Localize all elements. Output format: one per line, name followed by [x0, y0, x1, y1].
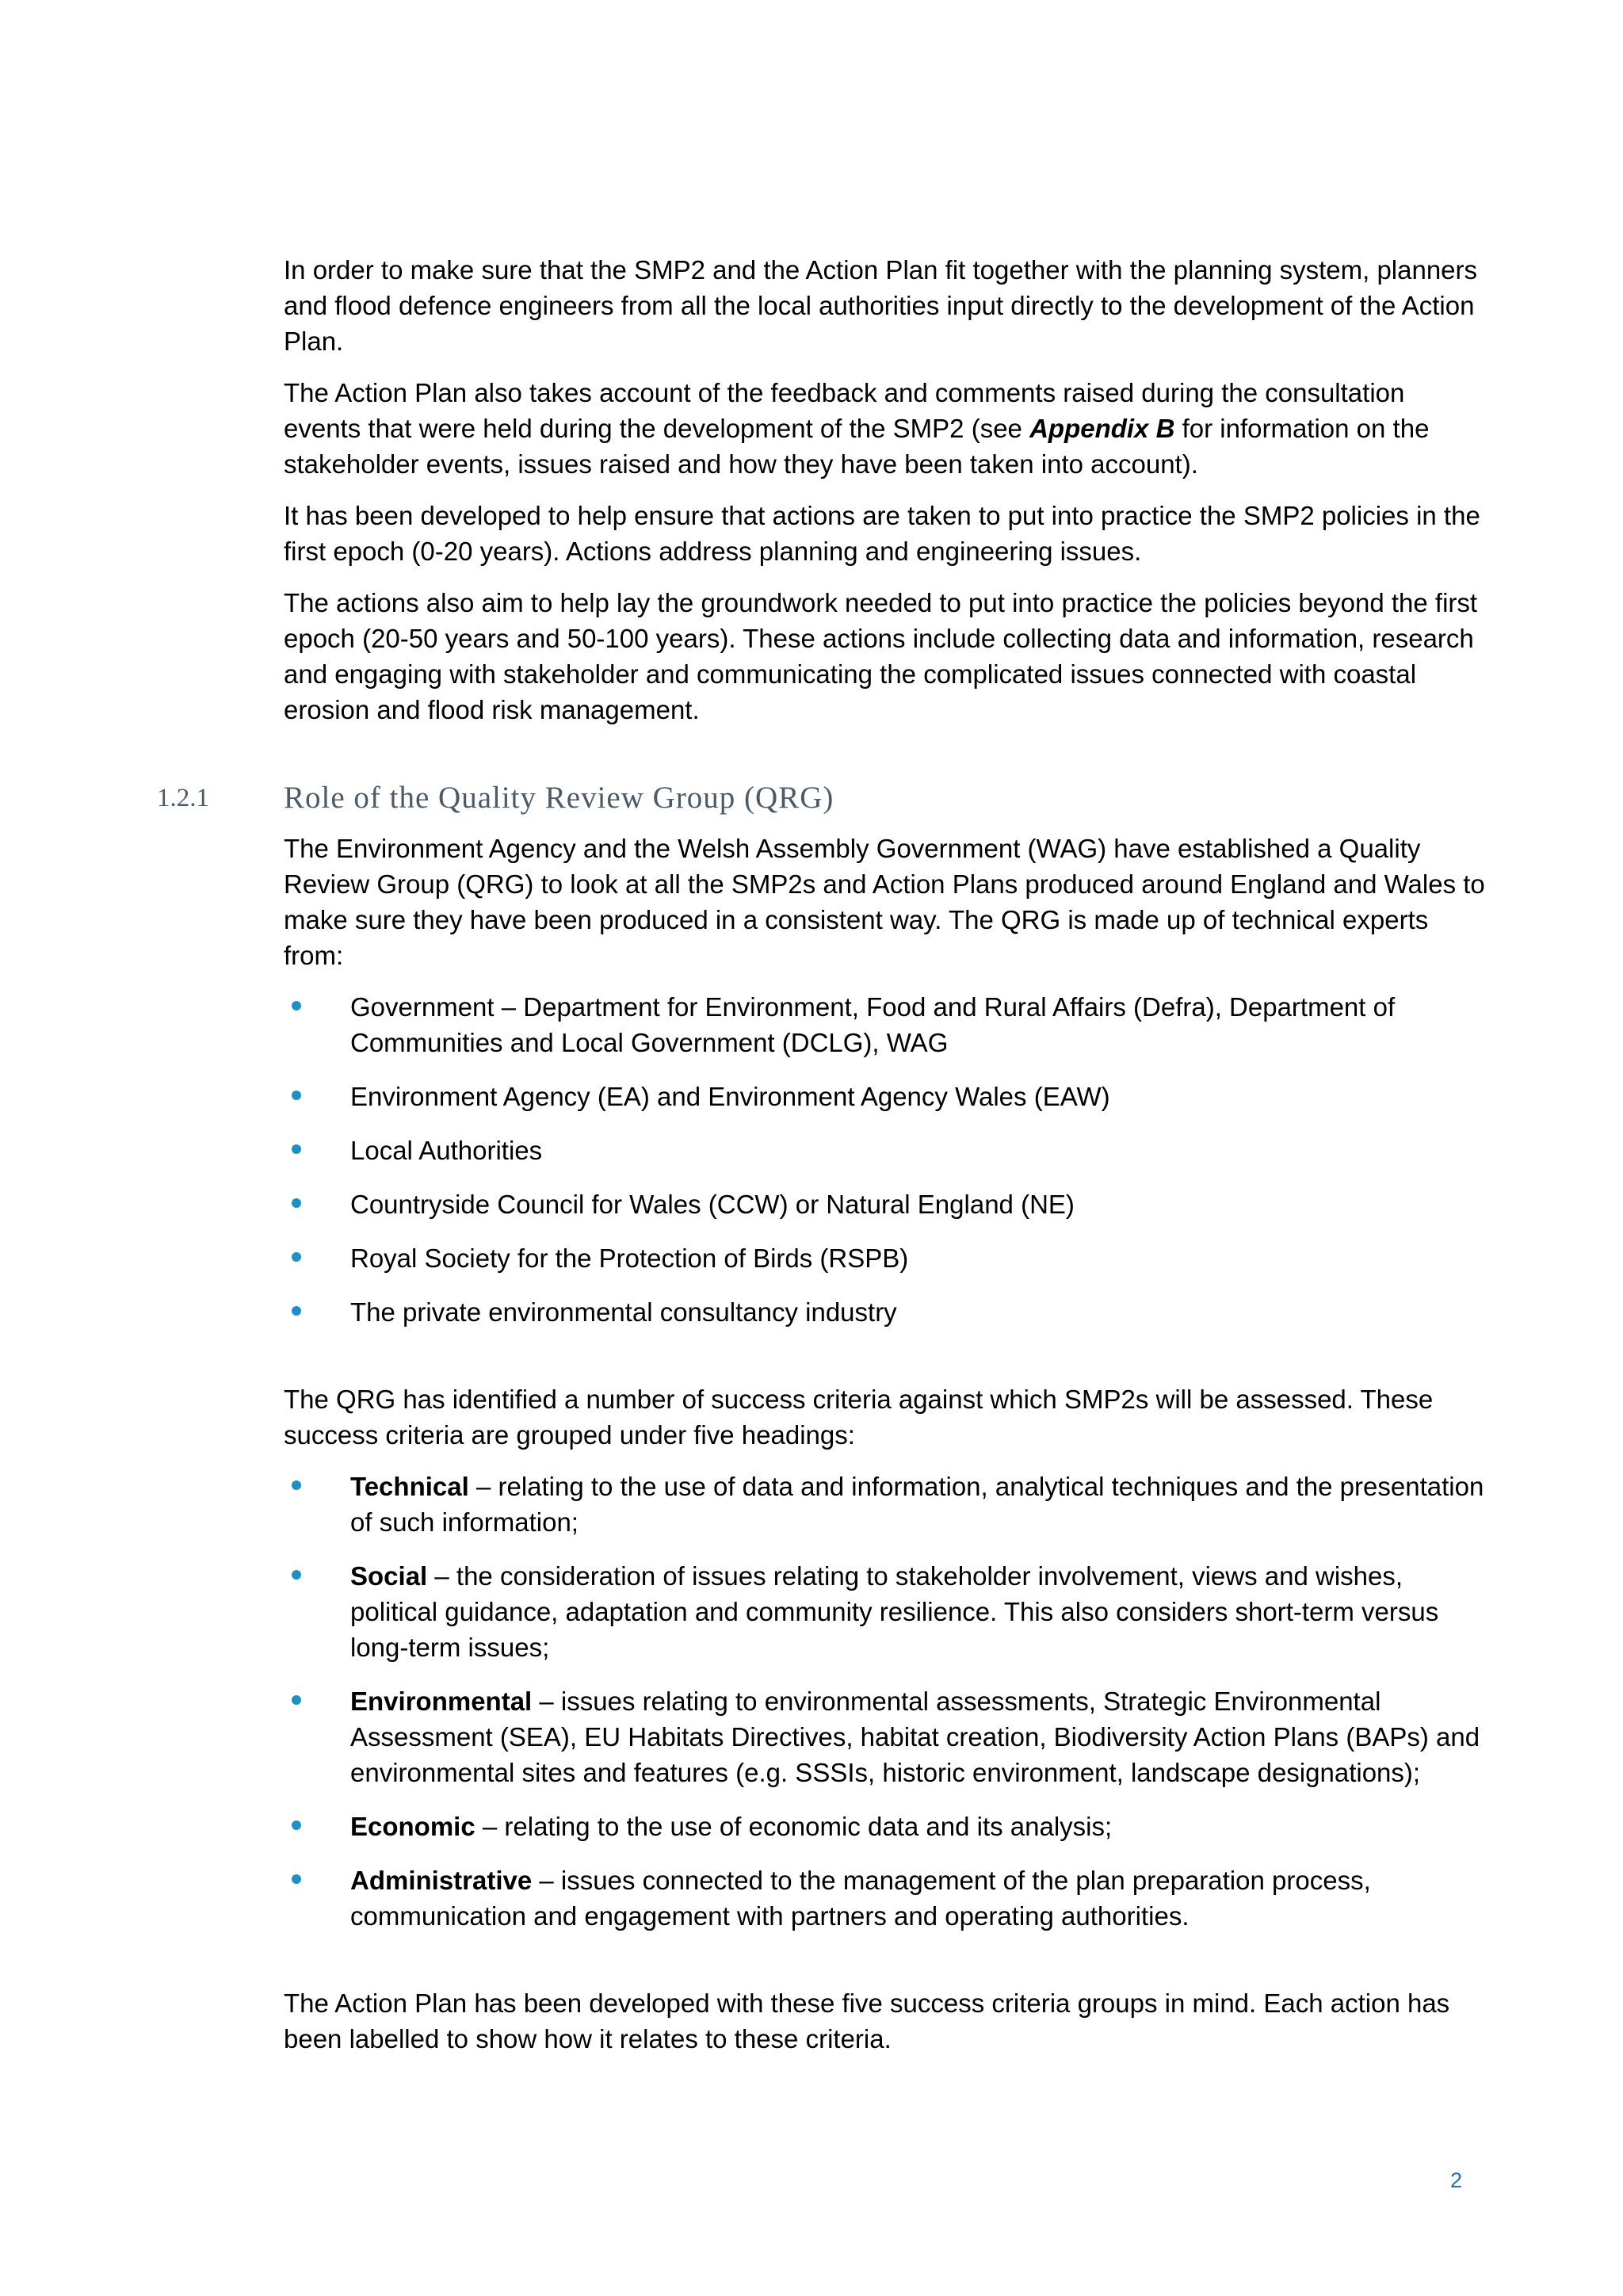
bullet-icon [292, 1874, 301, 1884]
expert-list-item [284, 1133, 1488, 1168]
bullet-icon [292, 1820, 301, 1830]
section-paragraph-1: The Environment Agency and the Welsh Assembly Government (WAG) have established a Quality Review Group (QRG) to look at all the SMP2s and Action Plans produced around England and Wales to make sure they have been produced in a consistent way. The QRG is made up of technical experts from: [284, 834, 1485, 970]
spacer [284, 1952, 1488, 1985]
expert-list [284, 989, 1488, 1330]
criteria-term: Technical [350, 1472, 469, 1501]
section-paragraph-2: The QRG has identified a number of success criteria against which SMP2s will be assessed. These success criteria are grouped under five headings: [284, 1385, 1434, 1450]
expert-text: Royal Society for the Protection of Birds (RSPB) [350, 1244, 909, 1273]
expert-list-item [284, 1186, 1488, 1222]
intro-paragraph-2 [284, 375, 1488, 482]
section-heading [157, 778, 1488, 818]
criteria-list-item [284, 1809, 1488, 1844]
bullet-icon [292, 1144, 301, 1154]
bullet-icon [292, 1001, 301, 1010]
intro-paragraph-1: In order to make sure that the SMP2 and the Action Plan fit together with the planning system, planners and flood defence engineers from all the local authorities input directly to the development of the Action Plan. [284, 255, 1478, 356]
bullet-icon [292, 1091, 301, 1100]
bullet-icon [292, 1695, 301, 1705]
criteria-list-item [284, 1862, 1488, 1934]
criteria-term: Administrative [350, 1866, 533, 1895]
criteria-term: Economic [350, 1812, 475, 1841]
expert-text: Local Authorities [350, 1136, 543, 1165]
criteria-term: Environmental [350, 1687, 533, 1716]
bullet-icon [292, 1480, 301, 1490]
spacer [284, 1348, 1488, 1381]
appendix-b-reference: Appendix B [1029, 414, 1175, 443]
criteria-list [284, 1469, 1488, 1934]
bullet-icon [292, 1198, 301, 1208]
criteria-text: – the consideration of issues relating to stakeholder involvement, views and wishes, political guidance, adaptation and community resilience. This also considers short-term versus long-term issues; [350, 1561, 1439, 1662]
section-paragraph-3: The Action Plan has been developed with these five success criteria groups in mind. Each action has been labelled to show how it relates to these criteria. [284, 1988, 1450, 2053]
page-number: 2 [1450, 2168, 1463, 2192]
criteria-text: – relating to the use of economic data and its analysis; [475, 1812, 1113, 1841]
intro-paragraph-2-text-a: The Action Plan also takes account of the feedback and comments raised during the consultation events that were held during the development of the SMP2 (see [284, 378, 1405, 443]
criteria-list-item [284, 1469, 1488, 1540]
section-number: 1.2.1 [157, 784, 209, 812]
bullet-icon [292, 1252, 301, 1262]
criteria-text: – issues relating to environmental assessments, Strategic Environmental Assessment (SEA), EU Habitats Directives, habitat creation, Biodiversity Action Plans (BAPs) and environmental sites and features (e.g. SSSIs, historic environment, landscape designations); [350, 1687, 1480, 1787]
intro-paragraph-3: It has been developed to help ensure that actions are taken to put into practice the SMP2 policies in the first epoch (0-20 years). Actions address planning and engineering issues. [284, 501, 1480, 566]
intro-paragraph-4: The actions also aim to help lay the groundwork needed to put into practice the policies beyond the first epoch (20-50 years and 50-100 years). These actions include collecting data and information, research and engaging with stakeholder and communicating the complicated issues connected with coastal erosion and flood risk management. [284, 588, 1478, 724]
expert-list-item [284, 989, 1488, 1060]
expert-list-item [284, 1079, 1488, 1114]
expert-text: Environment Agency (EA) and Environment Agency Wales (EAW) [350, 1082, 1110, 1111]
criteria-text: – issues connected to the management of the plan preparation process, communication and engagement with partners and operating authorities. [350, 1866, 1371, 1931]
expert-text: Government – Department for Environment, Food and Rural Affairs (Defra), Department of Communities and Local Government (DCLG), WAG [350, 992, 1396, 1057]
expert-text: The private environmental consultancy industry [350, 1297, 897, 1327]
expert-list-item [284, 1294, 1488, 1330]
bullet-icon [292, 1570, 301, 1580]
page-content [157, 252, 1488, 2073]
expert-text: Countryside Council for Wales (CCW) or Natural England (NE) [350, 1190, 1075, 1219]
intro-paragraph-2-text-b: for information on the stakeholder events, issues raised and how they have been taken into account). [284, 414, 1430, 479]
expert-list-item [284, 1240, 1488, 1276]
criteria-list-item [284, 1558, 1488, 1665]
bullet-icon [292, 1306, 301, 1316]
section-title: Role of the Quality Review Group (QRG) [284, 781, 834, 815]
criteria-text: – relating to the use of data and information, analytical techniques and the presentation of such information; [350, 1472, 1484, 1537]
criteria-term: Social [350, 1561, 428, 1591]
criteria-list-item [284, 1683, 1488, 1790]
